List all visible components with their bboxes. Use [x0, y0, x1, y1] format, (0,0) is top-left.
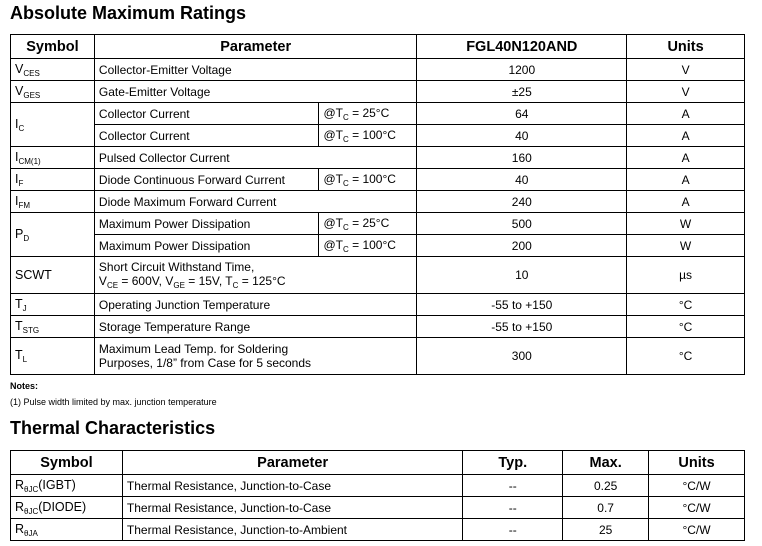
- symbol-cell: SCWT: [11, 257, 95, 294]
- condition-text: = 600V, V: [118, 274, 174, 288]
- value-cell: 1200: [417, 59, 627, 81]
- table-row: [11, 59, 745, 81]
- parameter-cell: Thermal Resistance, Junction-to-Case: [122, 497, 462, 519]
- col-part-header: FGL40N120AND: [417, 35, 627, 59]
- parameter-line-1: Short Circuit Withstand Time,: [98, 260, 255, 274]
- symbol-subscript: C: [18, 123, 25, 133]
- abs-max-table: [10, 34, 745, 375]
- parameter-cell: [94, 257, 417, 294]
- unit-cell: V: [627, 59, 745, 81]
- symbol-text: T: [15, 318, 23, 333]
- symbol-text: I: [15, 171, 19, 186]
- symbol-cell: [11, 475, 123, 497]
- symbol-subscript: D: [23, 233, 30, 243]
- parameter-cell: Diode Maximum Forward Current: [94, 191, 417, 213]
- symbol-text: I: [15, 116, 19, 131]
- thermal-header-row: [11, 451, 745, 475]
- value-cell: -55 to +150: [417, 316, 627, 338]
- value-cell: 40: [417, 125, 627, 147]
- condition-subscript: C: [343, 178, 349, 188]
- abs-max-title: Absolute Maximum Ratings: [10, 3, 247, 23]
- unit-cell: °C/W: [649, 497, 745, 519]
- table-row: [11, 519, 745, 541]
- symbol-subscript: F: [18, 178, 24, 188]
- thermal-title: Thermal Characteristics: [10, 418, 216, 438]
- symbol-cell: [11, 519, 123, 541]
- parameter-cell: Collector Current: [94, 125, 319, 147]
- symbol-cell: [11, 59, 95, 81]
- parameter-cell: Storage Temperature Range: [94, 316, 417, 338]
- max-cell: 0.7: [563, 497, 649, 519]
- condition-subscript: GE: [173, 281, 185, 290]
- condition-subscript: C: [343, 134, 349, 144]
- symbol-text: I: [15, 193, 19, 208]
- unit-cell: A: [627, 169, 745, 191]
- symbol-text: R: [15, 521, 25, 536]
- col-units-header: Units: [627, 35, 745, 59]
- table-row: [11, 235, 745, 257]
- col-symbol-header: Symbol: [11, 35, 95, 59]
- table-row: [11, 147, 745, 169]
- condition-text: = 100°C: [348, 127, 396, 142]
- col-units-header: Units: [649, 451, 745, 475]
- symbol-cell: [11, 169, 95, 191]
- thermal-table: [10, 450, 745, 541]
- symbol-cell: [11, 191, 95, 213]
- unit-cell: µs: [627, 257, 745, 294]
- condition-cell: [319, 213, 417, 235]
- parameter-cell: Thermal Resistance, Junction-to-Ambient: [122, 519, 462, 541]
- table-row: [11, 81, 745, 103]
- value-cell: 64: [417, 103, 627, 125]
- unit-cell: W: [627, 235, 745, 257]
- parameter-cell: Gate-Emitter Voltage: [94, 81, 417, 103]
- symbol-text: P: [15, 226, 24, 241]
- symbol-text: I: [15, 149, 19, 164]
- symbol-cell: [11, 81, 95, 103]
- symbol-cell: [11, 294, 95, 316]
- max-cell: 25: [563, 519, 649, 541]
- unit-cell: °C/W: [649, 519, 745, 541]
- symbol-cell: [11, 213, 95, 257]
- condition-cell: [319, 169, 417, 191]
- symbol-cell: [11, 147, 95, 169]
- parameter-cell: Pulsed Collector Current: [94, 147, 417, 169]
- symbol-subscript: CES: [23, 68, 40, 78]
- table-row: [11, 169, 745, 191]
- symbol-suffix: (DIODE): [38, 499, 87, 514]
- value-cell: 200: [417, 235, 627, 257]
- symbol-text: R: [15, 499, 25, 514]
- symbol-subscript: L: [22, 355, 28, 364]
- abs-max-header-row: [11, 35, 745, 59]
- condition-subscript: C: [343, 222, 349, 232]
- symbol-subscript: FM: [18, 200, 31, 210]
- symbol-text: T: [15, 296, 23, 311]
- table-row: [11, 257, 745, 294]
- table-row: [11, 103, 745, 125]
- parameter-cell: Operating Junction Temperature: [94, 294, 417, 316]
- typ-cell: --: [463, 519, 563, 541]
- value-cell: 240: [417, 191, 627, 213]
- value-cell: ±25: [417, 81, 627, 103]
- table-row: [11, 191, 745, 213]
- table-row: [11, 294, 745, 316]
- parameter-cell: Collector Current: [94, 103, 319, 125]
- condition-subscript: C: [343, 112, 349, 122]
- symbol-suffix: (IGBT): [38, 477, 76, 492]
- table-row: [11, 213, 745, 235]
- typ-cell: --: [463, 475, 563, 497]
- symbol-subscript: J: [22, 303, 27, 313]
- condition-text: = 100°C: [348, 237, 396, 252]
- symbol-subscript: GES: [23, 90, 41, 100]
- col-max-header: Max.: [563, 451, 649, 475]
- symbol-subscript: θJC: [24, 484, 39, 494]
- value-cell: 500: [417, 213, 627, 235]
- value-cell: 40: [417, 169, 627, 191]
- table-row: [11, 125, 745, 147]
- col-typ-header: Typ.: [463, 451, 563, 475]
- symbol-subscript: θJC: [24, 506, 39, 516]
- notes-text: (1) Pulse width limited by max. junction temperature: [10, 397, 217, 407]
- table-row: [11, 338, 745, 375]
- max-cell: 0.25: [563, 475, 649, 497]
- value-cell: 10: [417, 257, 627, 294]
- unit-cell: A: [627, 191, 745, 213]
- condition-text: = 15V, T: [184, 274, 233, 288]
- col-symbol-header: Symbol: [11, 451, 123, 475]
- unit-cell: °C: [627, 294, 745, 316]
- condition-text: @T: [323, 237, 343, 252]
- unit-cell: A: [627, 147, 745, 169]
- symbol-subscript: θJA: [24, 528, 38, 538]
- condition-subscript: C: [232, 281, 239, 290]
- symbol-subscript: CM(1): [18, 156, 41, 166]
- symbol-cell: [11, 497, 123, 519]
- symbol-subscript: STG: [22, 325, 40, 335]
- parameter-cell: Maximum Power Dissipation: [94, 213, 319, 235]
- symbol-cell: [11, 338, 95, 375]
- value-cell: 300: [417, 338, 627, 375]
- symbol-cell: [11, 103, 95, 147]
- symbol-text: T: [15, 348, 23, 362]
- unit-cell: A: [627, 125, 745, 147]
- condition-cell: [319, 125, 417, 147]
- parameter-line-2: Purposes, 1/8” from Case for 5 seconds: [98, 356, 312, 370]
- condition-text: @T: [323, 127, 343, 142]
- parameter-cell: Collector-Emitter Voltage: [94, 59, 417, 81]
- table-row: [11, 497, 745, 519]
- condition-text: = 125°C: [238, 274, 286, 288]
- typ-cell: --: [463, 497, 563, 519]
- condition-text: @T: [323, 105, 343, 120]
- unit-cell: A: [627, 103, 745, 125]
- value-cell: -55 to +150: [417, 294, 627, 316]
- condition-text: = 25°C: [348, 105, 390, 120]
- symbol-text: V: [15, 83, 24, 98]
- condition-subscript: C: [343, 244, 349, 254]
- value-cell: 160: [417, 147, 627, 169]
- condition-text: = 100°C: [348, 171, 396, 186]
- parameter-cell: [94, 338, 417, 375]
- condition-text: V: [98, 274, 107, 288]
- unit-cell: °C: [627, 316, 745, 338]
- col-parameter-header: Parameter: [122, 451, 462, 475]
- condition-cell: [319, 235, 417, 257]
- condition-subscript: CE: [106, 281, 119, 290]
- parameter-cell: Thermal Resistance, Junction-to-Case: [122, 475, 462, 497]
- condition-cell: [319, 103, 417, 125]
- unit-cell: V: [627, 81, 745, 103]
- parameter-line-2: [99, 274, 413, 290]
- notes-title: Notes:: [10, 381, 39, 391]
- symbol-cell: [11, 316, 95, 338]
- table-row: [11, 475, 745, 497]
- col-parameter-header: Parameter: [94, 35, 417, 59]
- condition-text: @T: [323, 215, 343, 230]
- unit-cell: °C: [627, 338, 745, 375]
- condition-text: = 25°C: [348, 215, 390, 230]
- symbol-text: V: [15, 61, 24, 76]
- parameter-line-1: Maximum Lead Temp. for Soldering: [98, 342, 289, 356]
- unit-cell: W: [627, 213, 745, 235]
- parameter-cell: Diode Continuous Forward Current: [94, 169, 319, 191]
- parameter-cell: Maximum Power Dissipation: [94, 235, 319, 257]
- unit-cell: °C/W: [649, 475, 745, 497]
- condition-text: @T: [323, 171, 343, 186]
- symbol-text: R: [15, 477, 25, 492]
- table-row: [11, 316, 745, 338]
